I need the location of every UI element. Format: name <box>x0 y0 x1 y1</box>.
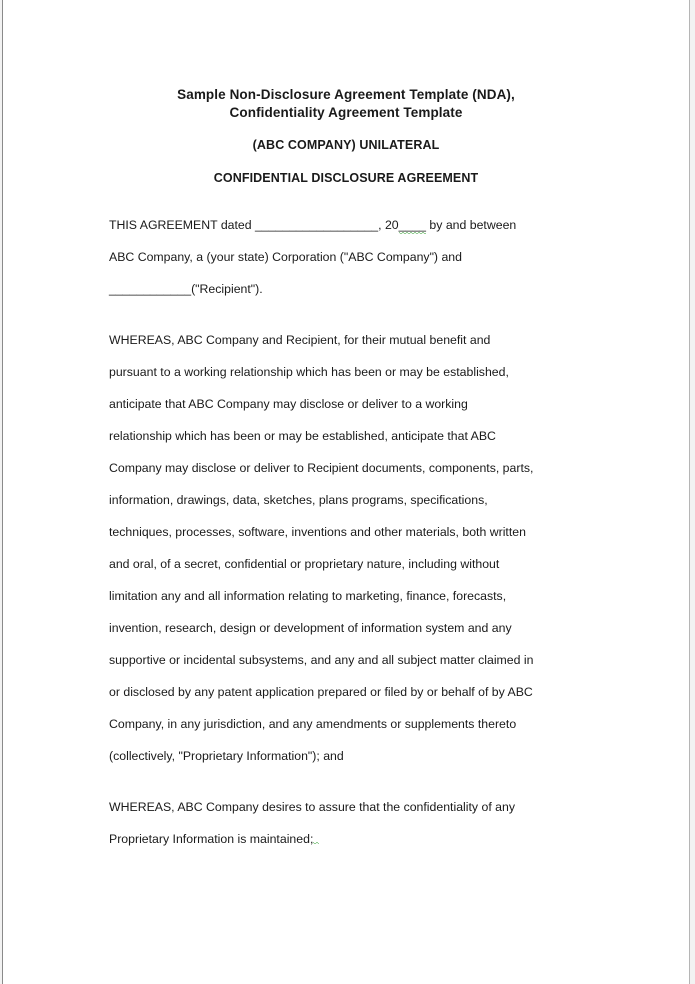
paragraph-line: invention, research, design or development of information system and any <box>109 621 512 635</box>
paragraph-line: anticipate that ABC Company may disclose or deliver to a working <box>109 397 468 411</box>
paragraph-line: Company, in any jurisdiction, and any amendments or supplements thereto <box>109 717 517 731</box>
paragraph-line: ____________("Recipient"). <box>109 282 263 296</box>
paragraph-line: WHEREAS, ABC Company and Recipient, for their mutual benefit and <box>109 333 491 347</box>
agreement-dated-text: THIS AGREEMENT dated __________________, 20 <box>109 218 399 232</box>
whereas-paragraph-2 <box>109 791 589 855</box>
agreement-paragraph <box>109 209 589 305</box>
paragraph-line: relationship which has been or may be established, anticipate that ABC <box>109 429 496 443</box>
document-subtitle-line-1: (ABC COMPANY) UNILATERAL <box>252 138 440 152</box>
paragraph-line <box>109 823 589 855</box>
paragraph-line: WHEREAS, ABC Company desires to assure that the confidentiality of any <box>109 800 515 814</box>
paragraph-line: information, drawings, data, sketches, plans programs, specifications, <box>109 493 488 507</box>
whereas-paragraph-1 <box>109 324 589 772</box>
paragraph-line: (collectively, "Proprietary Information"); and <box>109 749 344 763</box>
paragraph-line: and oral, of a secret, confidential or proprietary nature, including without <box>109 557 500 571</box>
document-subtitle-line-2: CONFIDENTIAL DISCLOSURE AGREEMENT <box>213 171 479 185</box>
document-title-line-1: Sample Non-Disclosure Agreement Template (NDA), <box>177 87 515 102</box>
maintained-text: Proprietary Information is maintained; <box>109 832 314 846</box>
paragraph-line: techniques, processes, software, inventions and other materials, both written <box>109 525 526 539</box>
document-title-line-2: Confidentiality Agreement Template <box>229 105 463 120</box>
paragraph-line: limitation any and all information relating to marketing, finance, forecasts, <box>109 589 507 603</box>
document-page <box>2 0 690 984</box>
paragraph-line: Company may disclose or deliver to Recipient documents, components, parts, <box>109 461 534 475</box>
paragraph-line <box>109 209 589 241</box>
paragraph-line: pursuant to a working relationship which has been or may be established, <box>109 365 509 379</box>
by-and-between-text: by and between <box>429 218 517 232</box>
paragraph-line: ABC Company, a (your state) Corporation ("ABC Company") and <box>109 250 462 264</box>
paragraph-line: or disclosed by any patent application prepared or filed by or behalf of by ABC <box>109 685 533 699</box>
paragraph-line: supportive or incidental subsystems, and any and all subject matter claimed in <box>109 653 534 667</box>
year-blank: ____ <box>399 209 426 241</box>
